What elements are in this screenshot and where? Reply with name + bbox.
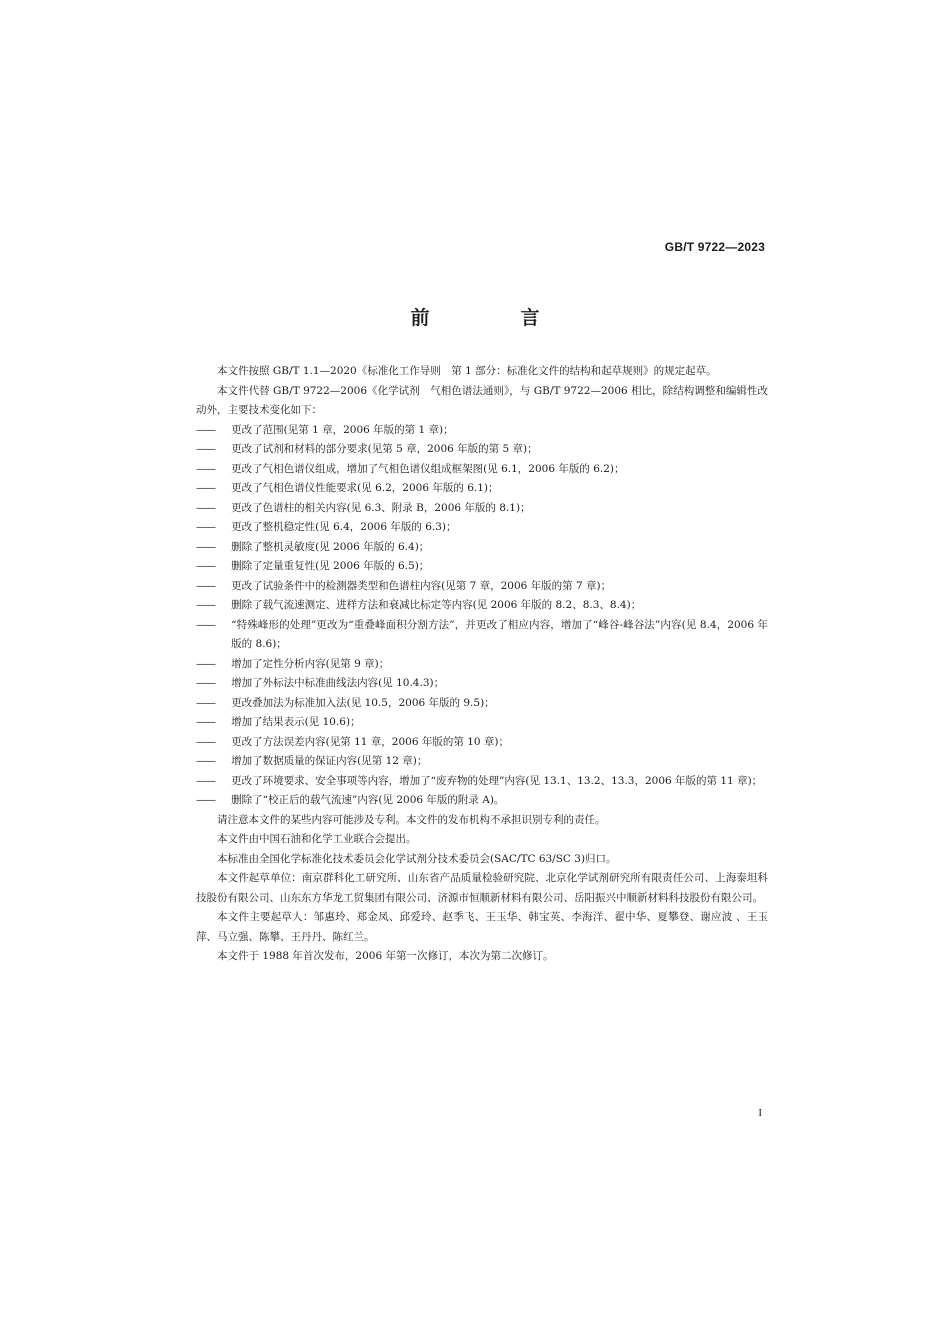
change-text: 更改了试剂和材料的部分要求(见第 5 章，2006 年版的第 5 章)； bbox=[231, 443, 538, 455]
dash-marker: —— bbox=[196, 443, 215, 455]
page-number: I bbox=[758, 1107, 762, 1119]
paragraph: 本文件代替 GB/T 9722—2006《化学试剂 气相色谱法通则》，与 GB/T 9722—2006 相比，除结构调整和编辑性改动外，主要技术变化如下： bbox=[196, 384, 768, 416]
paragraph: 本文件起草单位：南京群科化工研究所、山东省产品质量检验研究院、北京化学试剂研究所有限责任公司、上海泰坦科技股份有限公司、山东东方华龙工贸集团有限公司、济源市恒顺新材料有限公司、岳阳振兴中顺新材料科技股份有限公司。 bbox=[196, 872, 768, 904]
change-text: 删除了定量重复性(见 2006 年版的 6.5)； bbox=[231, 560, 430, 572]
change-text: 增加了数据质量的保证内容(见第 12 章)； bbox=[231, 755, 428, 767]
change-item bbox=[196, 733, 768, 753]
change-item bbox=[196, 791, 768, 811]
paragraph: 本文件由中国石油和化学工业联合会提出。 bbox=[217, 833, 417, 845]
dash-marker: —— bbox=[196, 501, 215, 514]
change-item bbox=[196, 518, 768, 538]
change-item bbox=[196, 713, 768, 733]
change-item bbox=[196, 499, 768, 519]
dash-marker: —— bbox=[196, 735, 215, 748]
change-text: 增加了定性分析内容(见第 9 章)； bbox=[231, 657, 390, 670]
changes-list bbox=[196, 421, 768, 811]
change-text: 更改了气相色谱仪性能要求(见 6.2，2006 年版的 6.1)； bbox=[231, 482, 499, 494]
change-text: 更改了环境要求、安全事项等内容，增加了“废弃物的处理”内容(见 13.1、13.2、13.3，2006 年版的第 11 章)； bbox=[231, 774, 763, 787]
change-text: 更改了范围(见第 1 章，2006 年版的第 1 章)； bbox=[231, 423, 454, 436]
dash-marker: —— bbox=[196, 677, 215, 689]
change-text: 删除了载气流速测定、进样方法和衰减比标定等内容(见 2006 年版的 8.2、8.3、8.4)； bbox=[231, 599, 642, 611]
dash-marker: —— bbox=[196, 579, 215, 592]
paragraph: 本文件按照 GB/T 1.1—2020《标准化工作导则 第 1 部分：标准化文件的结构和起草规则》的规定起草。 bbox=[217, 365, 717, 377]
change-item bbox=[196, 655, 768, 675]
change-text: 更改了色谱柱的相关内容(见 6.3、附录 B，2006 年版的 8.1)； bbox=[231, 501, 531, 514]
dash-marker: —— bbox=[196, 423, 215, 436]
change-item bbox=[196, 694, 768, 714]
change-item bbox=[196, 772, 768, 792]
change-text: 增加了外标法中标准曲线法内容(见 10.4.3)； bbox=[231, 677, 445, 689]
change-item bbox=[196, 479, 768, 499]
change-item bbox=[196, 577, 768, 597]
change-item bbox=[196, 596, 768, 616]
change-text: 更改了整机稳定性(见 6.4，2006 年版的 6.3)； bbox=[231, 521, 457, 533]
paragraph: 本文件于 1988 年首次发布，2006 年第一次修订，本次为第二次修订。 bbox=[217, 950, 554, 962]
dash-marker: —— bbox=[196, 794, 215, 806]
dash-marker: —— bbox=[196, 618, 215, 631]
change-item bbox=[196, 440, 768, 460]
change-item bbox=[196, 616, 768, 655]
dash-marker: —— bbox=[196, 521, 215, 533]
page-title: 前 言 bbox=[410, 307, 576, 329]
change-item bbox=[196, 752, 768, 772]
paragraph: 请注意本文件的某些内容可能涉及专利。本文件的发布机构不承担识别专利的责任。 bbox=[217, 813, 606, 826]
dash-marker: —— bbox=[196, 774, 215, 787]
dash-marker: —— bbox=[196, 462, 215, 475]
paragraph: 本标准由全国化学标准化技术委员会化学试剂分技术委员会(SAC/TC 63/SC 3)归口。 bbox=[217, 852, 617, 865]
dash-marker: —— bbox=[196, 560, 215, 572]
dash-marker: —— bbox=[196, 599, 215, 611]
change-text: 更改叠加法为标准加入法(见 10.5，2006 年版的 9.5)； bbox=[231, 696, 495, 709]
change-text: 增加了结果表示(见 10.6)； bbox=[231, 716, 361, 728]
foreword-body bbox=[196, 362, 768, 967]
change-item bbox=[196, 460, 768, 480]
dash-marker: —— bbox=[196, 755, 215, 767]
change-text: 删除了“校正后的载气流速”内容(见 2006 年版的附录 A)。 bbox=[231, 794, 505, 806]
dash-marker: —— bbox=[196, 657, 215, 670]
standard-code: GB/T 9722—2023 bbox=[664, 240, 765, 254]
change-text: 更改了试验条件中的检测器类型和色谱柱内容(见第 7 章，2006 年版的第 7 章)； bbox=[231, 579, 612, 592]
change-text: 更改了气相色谱仪组成，增加了气相色谱仪组成框架图(见 6.1，2006 年版的 6.2)； bbox=[231, 462, 625, 475]
dash-marker: —— bbox=[196, 482, 215, 494]
change-text: 删除了整机灵敏度(见 2006 年版的 6.4)； bbox=[231, 540, 430, 553]
change-text: “特殊峰形的处理”更改为“重叠峰面积分割方法”，并更改了相应内容，增加了“峰谷-峰谷法”内容(见 8.4，2006 年版的 8.6)； bbox=[231, 618, 768, 650]
change-item bbox=[196, 674, 768, 694]
change-item bbox=[196, 538, 768, 558]
dash-marker: —— bbox=[196, 696, 215, 709]
paragraph: 本文件主要起草人：邹惠玲、郑金凤、邱爱玲、赵季飞、王玉华、韩宝英、李海洋、翟中华、夏攀登、谢应波 、王玉萍、马立强、陈攀、王丹丹、陈红兰。 bbox=[196, 911, 768, 943]
dash-marker: —— bbox=[196, 716, 215, 728]
change-item bbox=[196, 557, 768, 577]
dash-marker: —— bbox=[196, 540, 215, 553]
change-item bbox=[196, 421, 768, 441]
change-text: 更改了方法误差内容(见第 11 章，2006 年版的第 10 章)； bbox=[231, 735, 509, 748]
